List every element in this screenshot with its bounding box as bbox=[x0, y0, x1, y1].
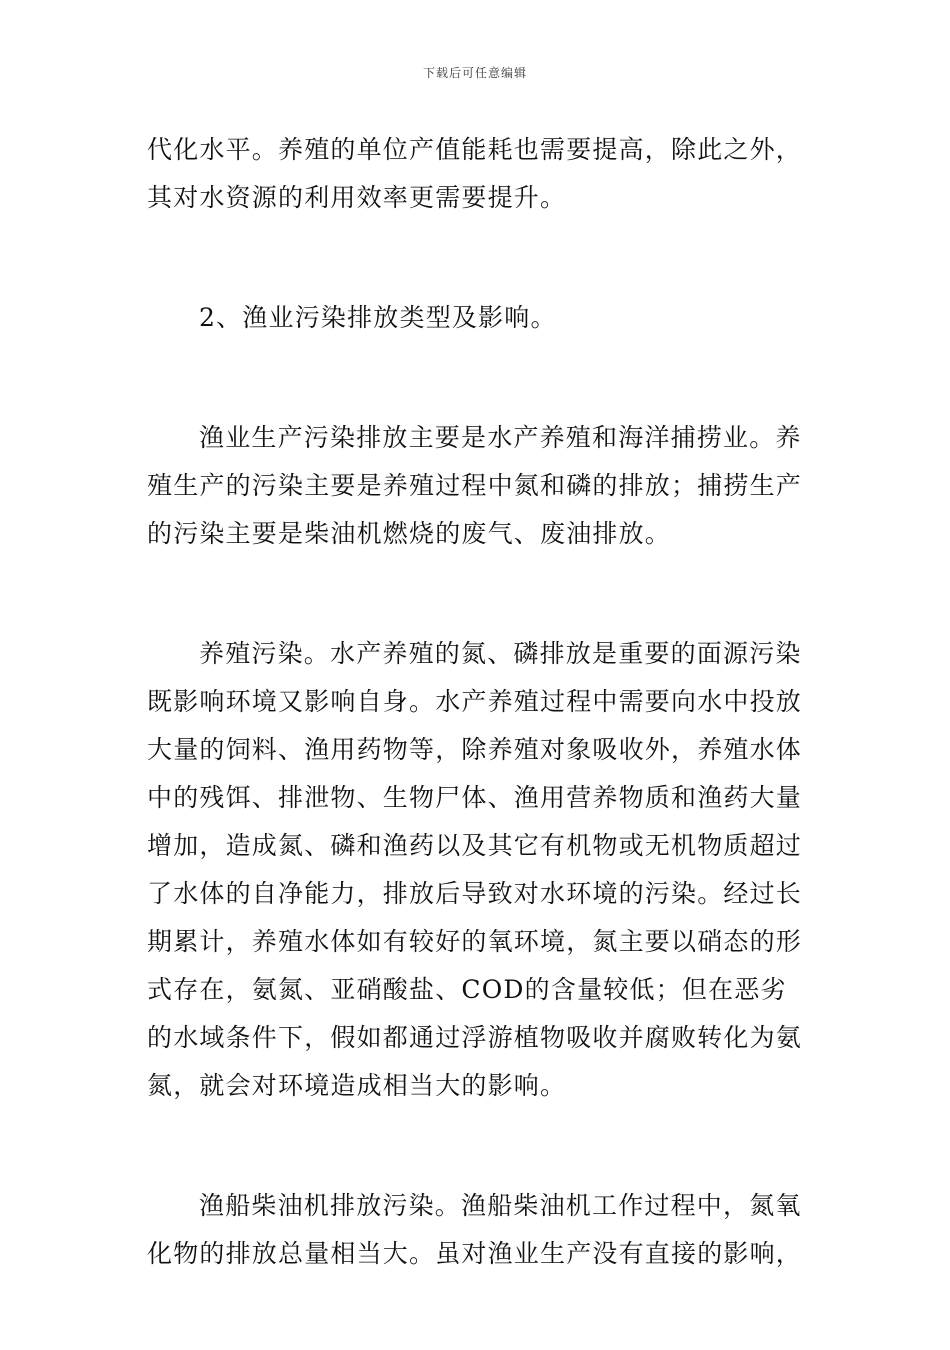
page-header: 下载后可任意编辑 bbox=[422, 66, 527, 80]
paragraph-fishery-pollution: 渔业生产污染排放主要是水产养殖和海洋捕捞业。养殖生产的污染主要是养殖过程中氮和磷的排放；捕捞生产的污染主要是柴油机燃烧的废气、废油排放。 bbox=[147, 423, 803, 548]
section-heading: 2、渔业污染排放类型及影响。 bbox=[199, 303, 557, 332]
paragraph-diesel-emission: 渔船柴油机排放污染。渔船柴油机工作过程中，氮氧化物的排放总量相当大。虽对渔业生产没有直接的影响， bbox=[147, 1191, 803, 1268]
document-body bbox=[147, 126, 807, 1350]
paragraph-continuation: 代化水平。养殖的单位产值能耗也需要提高，除此之外，其对水资源的利用效率更需要提升。 bbox=[147, 135, 803, 212]
paragraph-aquaculture-pollution: 养殖污染。水产养殖的氮、磷排放是重要的面源污染既影响环境又影响自身。水产养殖过程中需要向水中投放大量的饲料、渔用药物等，除养殖对象吸收外，养殖水体中的残饵、排泄物、生物尸体、渔用营养物质和渔药大量增加，造成氮、磷和渔药以及其它有机物或无机物质超过了水体的自净能力，排放后导致对水环境的污染。经过长期累计，养殖水体如有较好的氧环境，氮主要以硝态的形式存在，氨氮、亚硝酸盐、COD的含量较低；但在恶劣的水域条件下，假如都通过浮游植物吸收并腐败转化为氨氮，就会对环境造成相当大的影响。 bbox=[147, 639, 803, 1100]
